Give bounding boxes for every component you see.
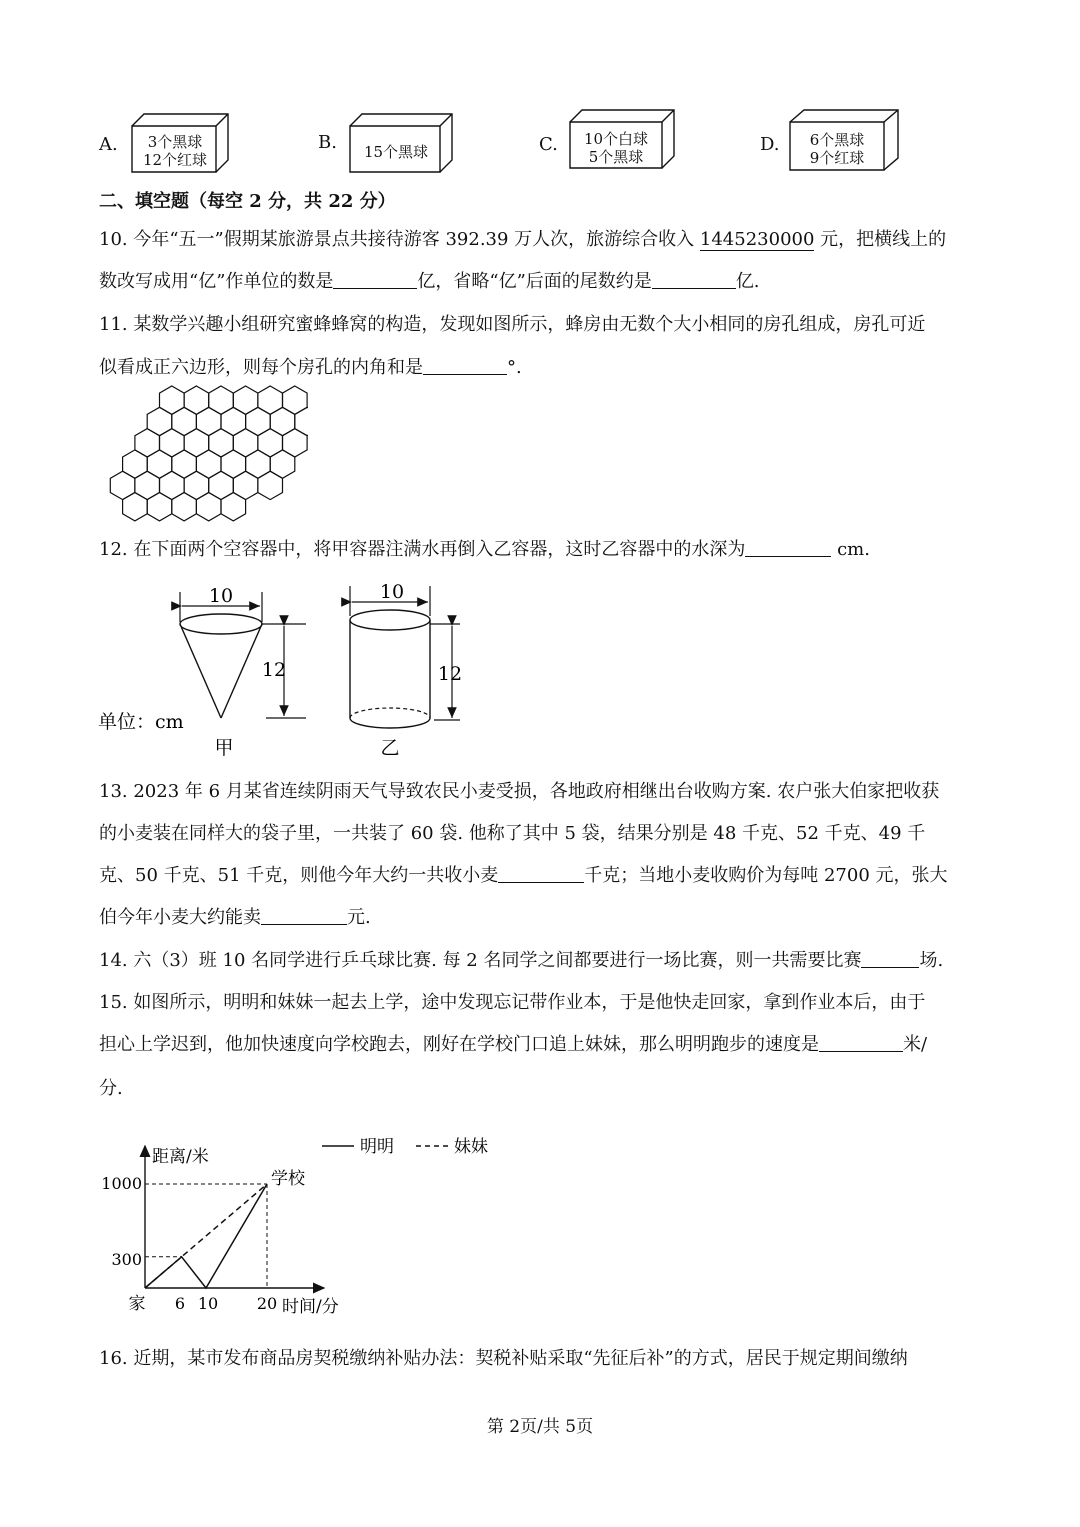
- hexagon-cell: [172, 450, 197, 478]
- q10-line-2: 数改写成用“亿”作单位的数是 亿，省略“亿”后面的尾数约是 亿.: [99, 271, 760, 292]
- hexagon-cell: [123, 493, 148, 521]
- legend-dashed-label: 妹妹: [454, 1137, 488, 1157]
- q13-line-1: 13. 2023 年 6 月某省连续阴雨天气导致农民小麦受损，各地政府相继出台收购方案. 农户张大伯家把收获: [99, 781, 940, 802]
- hexagon-cell: [283, 386, 308, 414]
- hexagon-cell: [270, 450, 295, 478]
- hexagon-cell: [209, 471, 234, 499]
- x-axis-label: 时间/分: [282, 1297, 339, 1317]
- hexagon-cell: [160, 429, 185, 457]
- y-tick-1000: 1000: [101, 1174, 142, 1193]
- option-c-letter: C.: [539, 134, 558, 155]
- cylinder-diameter-label: 10: [379, 581, 405, 603]
- hexagon-cell: [160, 471, 185, 499]
- y-tick-300: 300: [111, 1250, 142, 1269]
- hexagon-cell: [246, 407, 271, 435]
- hexagon-cell: [172, 493, 197, 521]
- q15-line-2: 担心上学迟到，他加快速度向学校跑去，刚好在学校门口追上妹妹，那么明明跑步的速度是 米/: [99, 1034, 928, 1055]
- hexagon-cell: [147, 407, 172, 435]
- option-c-label: 10个白球 5个黑球: [583, 130, 649, 166]
- q16-line-1: 16. 近期，某市发布商品房契税缴纳补贴办法：契税补贴采取“先征后补”的方式，居民于规定期间缴纳: [99, 1348, 908, 1369]
- hexagon-cell: [233, 386, 258, 414]
- hexagon-cell: [172, 407, 197, 435]
- hexagon-cell: [147, 450, 172, 478]
- hexagon-cell: [147, 493, 172, 521]
- section-title: 二、填空题（每空 2 分，共 22 分）: [99, 191, 396, 212]
- containers-figure: [96, 572, 476, 764]
- x-tick-10: 10: [197, 1294, 219, 1313]
- cylinder-name-label: 乙: [380, 737, 400, 759]
- hexagon-cell: [233, 429, 258, 457]
- q11-blank[interactable]: [423, 356, 507, 375]
- hexagon-cell: [258, 386, 283, 414]
- option-a-label: 3个黑球 12个红球: [142, 133, 208, 169]
- q11-line-2: 似看成正六边形，则每个房孔的内角和是 °.: [99, 357, 522, 378]
- q13-line-4: 伯今年小麦大约能卖 元.: [99, 907, 371, 928]
- q15-blank[interactable]: [819, 1033, 903, 1052]
- cone-container: [180, 592, 306, 718]
- hexagon-cell: [233, 471, 258, 499]
- hexagon-cell: [196, 407, 221, 435]
- hexagon-cell: [221, 450, 246, 478]
- q12-blank[interactable]: [745, 538, 831, 557]
- cylinder-container: [350, 586, 463, 728]
- origin-label: 家: [128, 1294, 146, 1314]
- q13-line-2: 的小麦装在同样大的袋子里，一共装了 60 袋. 他称了其中 5 袋，结果分别是 48 千克、52 千克、49 千: [99, 823, 926, 844]
- hexagon-cell: [258, 471, 283, 499]
- y-axis-label: 距离/米: [152, 1147, 209, 1167]
- cylinder-height-label: 12: [437, 663, 463, 685]
- x-tick-6: 6: [174, 1294, 186, 1313]
- page-footer: 第 2页/共 5页: [486, 1417, 594, 1437]
- option-d-label: 6个黑球 9个红球: [809, 131, 865, 167]
- hexagon-cell: [221, 493, 246, 521]
- q10-blank-2[interactable]: [652, 270, 736, 289]
- hexagon-cell: [135, 471, 160, 499]
- q15-line-3: 分.: [99, 1078, 123, 1099]
- hexagon-cell: [160, 386, 185, 414]
- q15-line-1: 15. 如图所示，明明和妹妹一起去上学，途中发现忘记带作业本，于是他快走回家，拿到作业本后，由于: [99, 992, 926, 1013]
- q10-blank-1[interactable]: [333, 270, 417, 289]
- q14-blank[interactable]: [861, 949, 919, 968]
- hexagon-cell: [209, 429, 234, 457]
- cone-diameter-label: 10: [208, 585, 234, 607]
- option-b-label: 15个黑球: [363, 143, 429, 161]
- hexagon-cell: [196, 493, 221, 521]
- q10-line-1: 10. 今年“五一”假期某旅游景点共接待游客 392.39 万人次，旅游综合收入 1445230000 元，把横线上的: [99, 229, 947, 250]
- hexagon-cell: [196, 450, 221, 478]
- hexagon-cell: [184, 386, 209, 414]
- hexagon-cell: [221, 407, 246, 435]
- hexagon-cell: [184, 471, 209, 499]
- option-d-letter: D.: [760, 134, 780, 155]
- option-a-letter: A.: [99, 134, 118, 155]
- hexagon-cell: [184, 429, 209, 457]
- distance-time-chart: [96, 1130, 516, 1326]
- school-label: 学校: [271, 1169, 305, 1189]
- hexagon-cell: [283, 429, 308, 457]
- series-meimei-line: [145, 1184, 267, 1288]
- q10-underlined-number: 1445230000: [699, 229, 815, 250]
- honeycomb-figure: [96, 384, 308, 532]
- q13-blank-1[interactable]: [498, 864, 584, 883]
- hexagon-cell: [135, 429, 160, 457]
- hexagon-cell: [295, 407, 308, 435]
- option-b-letter: B.: [318, 132, 337, 153]
- hexagon-cell: [258, 429, 283, 457]
- hexagon-cell: [110, 471, 135, 499]
- hexagon-cell: [270, 407, 295, 435]
- hexagon-cell: [123, 450, 148, 478]
- cone-height-label: 12: [261, 659, 287, 681]
- q14-line: 14. 六（3）班 10 名同学进行乒乓球比赛. 每 2 名同学之间都要进行一场比赛，则一共需要比赛 场.: [99, 950, 944, 971]
- x-tick-20: 20: [256, 1294, 278, 1313]
- q11-line-1: 11. 某数学兴趣小组研究蜜蜂蜂窝的构造，发现如图所示，蜂房由无数个大小相同的房孔组成，房孔可近: [99, 314, 926, 335]
- hexagon-cell: [246, 450, 271, 478]
- q13-line-3: 克、50 千克、51 千克，则他今年大约一共收小麦 千克；当地小麦收购价为每吨 2700 元，张大: [99, 865, 948, 886]
- q13-blank-2[interactable]: [261, 906, 347, 925]
- hexagon-cell: [209, 386, 234, 414]
- unit-label: 单位：cm: [98, 711, 184, 733]
- q12-line-1: 12. 在下面两个空容器中，将甲容器注满水再倒入乙容器，这时乙容器中的水深为 cm.: [99, 539, 870, 560]
- cone-name-label: 甲: [214, 737, 234, 759]
- legend-solid-label: 明明: [360, 1137, 394, 1157]
